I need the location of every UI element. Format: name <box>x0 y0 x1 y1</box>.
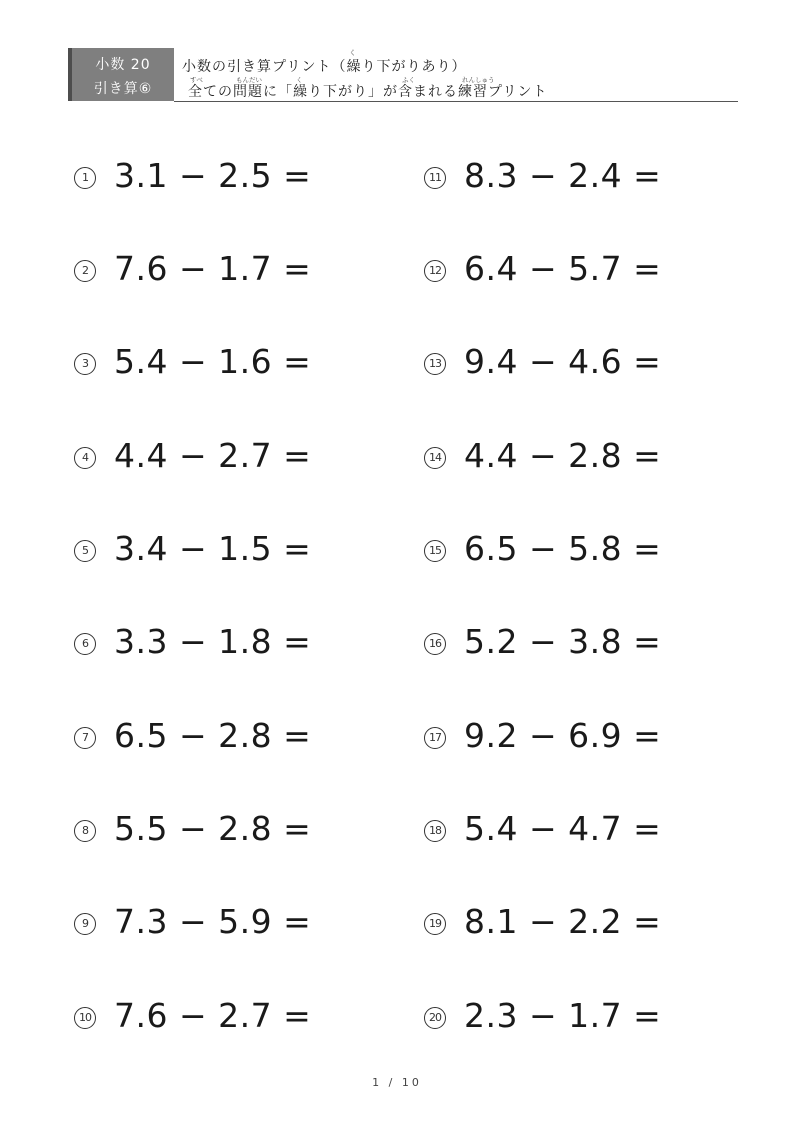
problem-number: 18 <box>424 820 446 842</box>
problem-expression: 6.5 − 5.8 = <box>464 529 662 568</box>
problem-expression: 6.5 − 2.8 = <box>114 716 312 755</box>
problem-expression: 8.1 − 2.2 = <box>464 902 662 941</box>
title-ruby: く <box>349 49 356 57</box>
problem-expression: 3.3 − 1.8 = <box>114 622 312 661</box>
problem-number: 20 <box>424 1007 446 1029</box>
problem-number: 9 <box>74 913 96 935</box>
subtitle-ruby: れんしゅう <box>462 76 495 84</box>
problem-number: 4 <box>74 447 96 469</box>
subtitle-ruby: すべ <box>190 76 203 84</box>
problem-expression: 8.3 − 2.4 = <box>464 156 662 195</box>
problem-number: 2 <box>74 260 96 282</box>
header-divider <box>174 101 738 102</box>
problem-number: 16 <box>424 633 446 655</box>
problem-expression: 9.4 − 4.6 = <box>464 342 662 381</box>
worksheet-header <box>68 48 738 102</box>
subtitle-ruby: く <box>296 76 303 84</box>
problem-number: 1 <box>74 167 96 189</box>
problem-expression: 6.4 − 5.7 = <box>464 249 662 288</box>
problem-expression: 5.4 − 1.6 = <box>114 342 312 381</box>
problem-number: 8 <box>74 820 96 842</box>
problem-expression: 3.1 − 2.5 = <box>114 156 312 195</box>
problem-number: 13 <box>424 353 446 375</box>
problem-number: 3 <box>74 353 96 375</box>
problem-expression: 7.6 − 1.7 = <box>114 249 312 288</box>
badge-topic-label: 引き算⑥ <box>93 81 153 97</box>
page-number: 1 / 10 <box>372 1076 422 1089</box>
problem-number: 5 <box>74 540 96 562</box>
problem-number: 19 <box>424 913 446 935</box>
problem-expression: 7.3 − 5.9 = <box>114 902 312 941</box>
problem-expression: 5.2 − 3.8 = <box>464 622 662 661</box>
problem-number: 15 <box>424 540 446 562</box>
problem-expression: 7.6 − 2.7 = <box>114 996 312 1035</box>
subtitle-ruby: ふく <box>402 76 415 84</box>
problem-expression: 3.4 − 1.5 = <box>114 529 312 568</box>
problem-expression: 5.5 − 2.8 = <box>114 809 312 848</box>
problem-number: 6 <box>74 633 96 655</box>
worksheet-subtitle: 全ての問題に「繰り下がり」が含まれる練習プリント <box>188 84 548 100</box>
worksheet-badge <box>68 48 174 101</box>
problem-number: 12 <box>424 260 446 282</box>
problem-expression: 4.4 − 2.7 = <box>114 436 312 475</box>
problem-expression: 2.3 − 1.7 = <box>464 996 662 1035</box>
problem-expression: 4.4 − 2.8 = <box>464 436 662 475</box>
problem-number: 17 <box>424 727 446 749</box>
problem-number: 10 <box>74 1007 96 1029</box>
problem-number: 14 <box>424 447 446 469</box>
problem-expression: 5.4 − 4.7 = <box>464 809 662 848</box>
worksheet-title: 小数の引き算プリント（繰り下がりあり） <box>182 59 467 75</box>
problem-expression: 9.2 − 6.9 = <box>464 716 662 755</box>
problem-number: 7 <box>74 727 96 749</box>
title-area <box>182 48 738 102</box>
problem-number: 11 <box>424 167 446 189</box>
badge-series-label: 小数 20 <box>95 57 151 73</box>
subtitle-ruby: もんだい <box>236 76 262 84</box>
